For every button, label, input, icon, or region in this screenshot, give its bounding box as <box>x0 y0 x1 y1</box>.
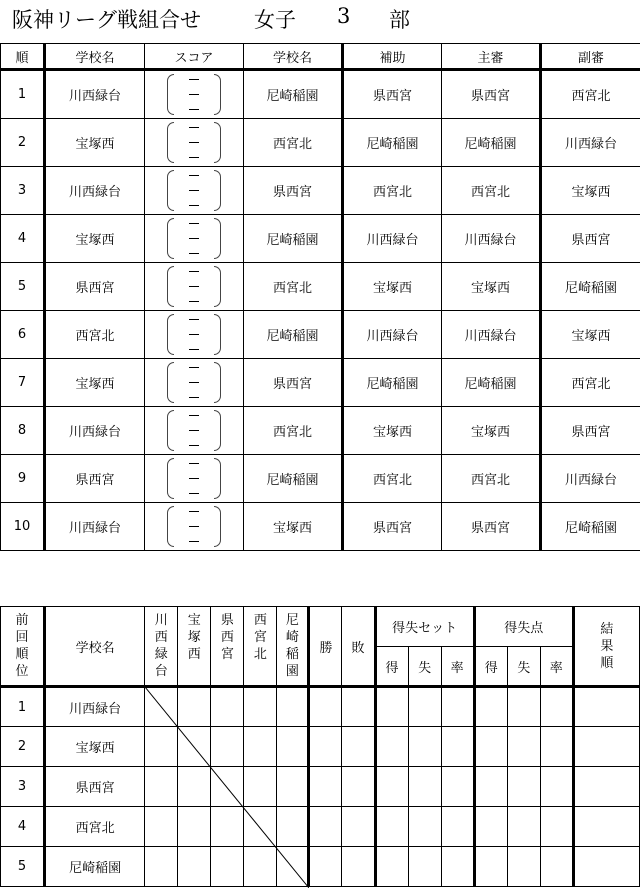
score-dash <box>189 367 199 368</box>
win-count[interactable] <box>309 727 342 767</box>
header-main-referee: 主審 <box>442 44 541 70</box>
previous-rank: 4 <box>1 807 45 847</box>
score-cell[interactable] <box>145 263 244 311</box>
score-dash <box>189 205 199 206</box>
final-rank[interactable] <box>573 767 639 807</box>
score-brackets <box>145 503 243 550</box>
header-school: 学校名 <box>45 607 145 687</box>
header-opponent-3 <box>211 607 244 687</box>
result-cell[interactable] <box>145 767 178 807</box>
set-gain[interactable] <box>375 687 408 727</box>
left-bracket <box>167 410 174 451</box>
loss-count[interactable] <box>342 807 375 847</box>
score-dash <box>189 349 199 350</box>
sub-referee-school: 県西宮 <box>541 407 640 455</box>
school-a: 川西緑台 <box>45 407 145 455</box>
point-gain[interactable] <box>474 807 507 847</box>
match-number: 3 <box>1 167 45 215</box>
set-rate[interactable] <box>441 847 474 887</box>
right-bracket <box>214 506 221 547</box>
main-referee-school: 県西宮 <box>442 70 541 119</box>
point-rate[interactable] <box>540 847 573 887</box>
sub-referee-school: 宝塚西 <box>541 167 640 215</box>
header-set-group: 得失セット <box>375 607 474 647</box>
header-point-gain: 得 <box>474 647 507 687</box>
right-bracket <box>214 218 221 259</box>
main-referee-school: 尼崎稲園 <box>442 359 541 407</box>
prev-rank-char: 前 <box>15 613 29 628</box>
score-dash <box>189 190 199 191</box>
prev-rank-char: 順 <box>15 647 29 662</box>
result-cell[interactable] <box>277 807 309 847</box>
standings-header-row-1 <box>1 607 640 647</box>
score-dash <box>189 157 199 158</box>
schedule-row <box>1 503 640 551</box>
standings-row <box>1 807 640 847</box>
left-bracket <box>167 362 174 403</box>
score-dash <box>189 127 199 128</box>
header-opponent-4 <box>244 607 277 687</box>
score-cell[interactable] <box>145 503 244 551</box>
loss-count[interactable] <box>342 687 375 727</box>
opponent-char: 園 <box>285 664 299 679</box>
header-set-gain: 得 <box>375 647 408 687</box>
schedule-row <box>1 215 640 263</box>
score-dash <box>189 463 199 464</box>
set-gain[interactable] <box>375 847 408 887</box>
score-dash <box>189 541 199 542</box>
main-referee-school: 川西緑台 <box>442 311 541 359</box>
result-char: 果 <box>600 638 614 654</box>
previous-rank: 3 <box>1 767 45 807</box>
score-brackets <box>145 407 243 454</box>
result-cell[interactable] <box>145 847 178 887</box>
opponent-char: 台 <box>154 664 168 679</box>
standings-school: 宝塚西 <box>45 727 145 767</box>
set-rate[interactable] <box>441 727 474 767</box>
header-opponent-1 <box>145 607 178 687</box>
set-lose[interactable] <box>408 727 441 767</box>
left-bracket <box>167 266 174 307</box>
score-dash <box>189 382 199 383</box>
schedule-row <box>1 263 640 311</box>
school-a: 川西緑台 <box>45 167 145 215</box>
right-bracket <box>214 362 221 403</box>
header-score: スコア <box>145 44 244 70</box>
standings-school: 西宮北 <box>45 807 145 847</box>
schedule-row <box>1 455 640 503</box>
point-lose[interactable] <box>507 727 540 767</box>
point-gain[interactable] <box>474 847 507 887</box>
opponent-char: 尼 <box>285 613 299 628</box>
match-number: 5 <box>1 263 45 311</box>
sub-referee-school: 宝塚西 <box>541 311 640 359</box>
opponent-char: 西 <box>154 630 168 645</box>
assist-school: 川西緑台 <box>343 215 442 263</box>
score-dash <box>189 397 199 398</box>
point-gain[interactable] <box>474 767 507 807</box>
result-cell[interactable] <box>178 687 211 727</box>
set-lose[interactable] <box>408 687 441 727</box>
match-number: 2 <box>1 119 45 167</box>
header-school-a: 学校名 <box>45 44 145 70</box>
score-dash <box>189 511 199 512</box>
header-win: 勝 <box>309 607 342 687</box>
schedule-row <box>1 119 640 167</box>
standings-school: 川西緑台 <box>45 687 145 727</box>
score-dash <box>189 253 199 254</box>
left-bracket <box>167 506 174 547</box>
main-referee-school: 西宮北 <box>442 167 541 215</box>
result-char: 順 <box>600 655 614 671</box>
score-dash <box>189 493 199 494</box>
header-result-rank <box>573 607 639 687</box>
score-cell[interactable] <box>145 70 244 119</box>
header-set-rate: 率 <box>441 647 474 687</box>
sub-referee-school: 西宮北 <box>541 359 640 407</box>
opponent-char: 県 <box>220 613 234 628</box>
right-bracket <box>214 266 221 307</box>
schedule-row <box>1 359 640 407</box>
result-cell[interactable] <box>277 687 309 727</box>
score-dash <box>189 301 199 302</box>
match-schedule-table <box>0 43 640 551</box>
sub-referee-school: 川西緑台 <box>541 119 640 167</box>
set-rate[interactable] <box>441 687 474 727</box>
main-referee-school: 宝塚西 <box>442 263 541 311</box>
result-cell[interactable] <box>277 727 309 767</box>
assist-school: 西宮北 <box>343 167 442 215</box>
left-bracket <box>167 74 174 115</box>
set-rate[interactable] <box>441 807 474 847</box>
result-cell[interactable] <box>211 767 244 807</box>
title-gender: 女子 <box>254 8 296 32</box>
right-bracket <box>214 410 221 451</box>
opponent-char: 塚 <box>187 630 201 645</box>
header-loss: 敗 <box>342 607 375 687</box>
opponent-char: 西 <box>187 647 201 662</box>
final-rank[interactable] <box>573 807 639 847</box>
score-dash <box>189 445 199 446</box>
standings-row <box>1 847 640 887</box>
score-dash <box>189 223 199 224</box>
result-cell[interactable] <box>244 847 277 887</box>
school-b: 尼崎稲園 <box>244 70 343 119</box>
opponent-char: 北 <box>253 647 267 662</box>
assist-school: 西宮北 <box>343 455 442 503</box>
point-lose[interactable] <box>507 847 540 887</box>
score-dash <box>189 286 199 287</box>
opponent-char: 緑 <box>154 647 168 662</box>
schedule-row <box>1 407 640 455</box>
header-assist: 補助 <box>343 44 442 70</box>
school-b: 尼崎稲園 <box>244 455 343 503</box>
right-bracket <box>214 458 221 499</box>
school-b: 県西宮 <box>244 167 343 215</box>
assist-school: 宝塚西 <box>343 263 442 311</box>
loss-count[interactable] <box>342 847 375 887</box>
school-b: 宝塚西 <box>244 503 343 551</box>
score-dash <box>189 142 199 143</box>
score-dash <box>189 478 199 479</box>
match-number: 8 <box>1 407 45 455</box>
sub-referee-school: 西宮北 <box>541 70 640 119</box>
win-count[interactable] <box>309 807 342 847</box>
point-rate[interactable] <box>540 687 573 727</box>
match-number: 1 <box>1 70 45 119</box>
score-brackets <box>145 167 243 214</box>
sub-referee-school: 尼崎稲園 <box>541 503 640 551</box>
final-rank[interactable] <box>573 727 639 767</box>
school-a: 県西宮 <box>45 263 145 311</box>
previous-rank: 1 <box>1 687 45 727</box>
result-cell[interactable] <box>211 807 244 847</box>
previous-rank: 5 <box>1 847 45 887</box>
header-order: 順 <box>1 44 45 70</box>
match-number: 9 <box>1 455 45 503</box>
header-opponent-2 <box>178 607 211 687</box>
match-number: 6 <box>1 311 45 359</box>
result-cell[interactable] <box>178 847 211 887</box>
standings-row <box>1 687 640 727</box>
opponent-char: 川 <box>154 613 168 628</box>
score-brackets <box>145 71 243 118</box>
sub-referee-school: 県西宮 <box>541 215 640 263</box>
set-gain[interactable] <box>375 807 408 847</box>
school-b: 尼崎稲園 <box>244 311 343 359</box>
point-lose[interactable] <box>507 807 540 847</box>
final-rank[interactable] <box>573 847 639 887</box>
set-lose[interactable] <box>408 807 441 847</box>
result-cell[interactable] <box>244 807 277 847</box>
point-rate[interactable] <box>540 727 573 767</box>
school-a: 宝塚西 <box>45 119 145 167</box>
left-bracket <box>167 122 174 163</box>
standings-school: 県西宮 <box>45 767 145 807</box>
school-a: 宝塚西 <box>45 215 145 263</box>
point-gain[interactable] <box>474 687 507 727</box>
match-number: 4 <box>1 215 45 263</box>
set-lose[interactable] <box>408 767 441 807</box>
set-rate[interactable] <box>441 767 474 807</box>
score-cell[interactable] <box>145 311 244 359</box>
main-referee-school: 川西緑台 <box>442 215 541 263</box>
header-point-group: 得失点 <box>474 607 573 647</box>
assist-school: 県西宮 <box>343 503 442 551</box>
header-set-lose: 失 <box>408 647 441 687</box>
school-b: 西宮北 <box>244 263 343 311</box>
score-brackets <box>145 215 243 262</box>
school-b: 西宮北 <box>244 407 343 455</box>
prev-rank-char: 位 <box>15 664 29 679</box>
result-cell[interactable] <box>145 687 178 727</box>
point-gain[interactable] <box>474 727 507 767</box>
left-bracket <box>167 218 174 259</box>
main-referee-school: 西宮北 <box>442 455 541 503</box>
score-dash <box>189 79 199 80</box>
right-bracket <box>214 170 221 211</box>
point-lose[interactable] <box>507 767 540 807</box>
win-count[interactable] <box>309 687 342 727</box>
point-rate[interactable] <box>540 767 573 807</box>
result-cell[interactable] <box>244 687 277 727</box>
main-referee-school: 宝塚西 <box>442 407 541 455</box>
opponent-char: 西 <box>220 630 234 645</box>
win-count[interactable] <box>309 847 342 887</box>
title-division-number: 3 <box>337 4 351 28</box>
title-division-suffix: 部 <box>389 8 410 32</box>
opponent-char: 宮 <box>220 647 234 662</box>
opponent-char: 宝 <box>187 613 201 628</box>
prev-rank-char: 回 <box>15 630 29 645</box>
title-main: 阪神リーグ戦組合せ <box>12 8 201 32</box>
school-a: 西宮北 <box>45 311 145 359</box>
score-cell[interactable] <box>145 119 244 167</box>
main-referee-school: 尼崎稲園 <box>442 119 541 167</box>
schedule-row <box>1 311 640 359</box>
opponent-char: 西 <box>253 613 267 628</box>
opponent-char: 崎 <box>285 630 299 645</box>
opponent-char: 宮 <box>253 630 267 645</box>
right-bracket <box>214 74 221 115</box>
standings-school: 尼崎稲園 <box>45 847 145 887</box>
result-cell[interactable] <box>178 727 211 767</box>
result-cell[interactable] <box>211 847 244 887</box>
score-dash <box>189 271 199 272</box>
main-referee-school: 県西宮 <box>442 503 541 551</box>
score-dash <box>189 526 199 527</box>
loss-count[interactable] <box>342 727 375 767</box>
school-a: 川西緑台 <box>45 70 145 119</box>
left-bracket <box>167 458 174 499</box>
score-cell[interactable] <box>145 167 244 215</box>
previous-rank: 2 <box>1 727 45 767</box>
opponent-char: 稲 <box>285 647 299 662</box>
result-char: 結 <box>600 621 614 637</box>
school-a: 宝塚西 <box>45 359 145 407</box>
point-rate[interactable] <box>540 807 573 847</box>
header-school-b: 学校名 <box>244 44 343 70</box>
standings-row <box>1 767 640 807</box>
result-cell[interactable] <box>145 727 178 767</box>
score-dash <box>189 430 199 431</box>
win-count[interactable] <box>309 767 342 807</box>
schedule-row <box>1 167 640 215</box>
result-cell[interactable] <box>211 727 244 767</box>
assist-school: 尼崎稲園 <box>343 359 442 407</box>
score-cell[interactable] <box>145 215 244 263</box>
result-cell[interactable] <box>211 687 244 727</box>
point-lose[interactable] <box>507 687 540 727</box>
right-bracket <box>214 122 221 163</box>
score-dash <box>189 94 199 95</box>
result-cell[interactable] <box>244 727 277 767</box>
left-bracket <box>167 314 174 355</box>
score-dash <box>189 415 199 416</box>
set-gain[interactable] <box>375 767 408 807</box>
assist-school: 尼崎稲園 <box>343 119 442 167</box>
set-gain[interactable] <box>375 727 408 767</box>
result-cell[interactable] <box>277 847 309 887</box>
schedule-row <box>1 70 640 119</box>
score-dash <box>189 319 199 320</box>
result-cell[interactable] <box>145 807 178 847</box>
school-b: 西宮北 <box>244 119 343 167</box>
score-brackets <box>145 119 243 166</box>
assist-school: 宝塚西 <box>343 407 442 455</box>
score-cell[interactable] <box>145 359 244 407</box>
school-b: 県西宮 <box>244 359 343 407</box>
score-dash <box>189 334 199 335</box>
result-cell[interactable] <box>178 807 211 847</box>
score-brackets <box>145 263 243 310</box>
score-cell[interactable] <box>145 455 244 503</box>
score-cell[interactable] <box>145 407 244 455</box>
result-cell[interactable] <box>178 767 211 807</box>
score-brackets <box>145 455 243 502</box>
score-brackets <box>145 359 243 406</box>
score-dash <box>189 109 199 110</box>
header-sub-referee: 副審 <box>541 44 640 70</box>
score-brackets <box>145 311 243 358</box>
header-point-lose: 失 <box>507 647 540 687</box>
result-cell[interactable] <box>277 767 309 807</box>
match-number: 10 <box>1 503 45 551</box>
assist-school: 県西宮 <box>343 70 442 119</box>
school-a: 川西緑台 <box>45 503 145 551</box>
assist-school: 川西緑台 <box>343 311 442 359</box>
result-cell[interactable] <box>244 767 277 807</box>
schedule-header-row <box>1 44 640 70</box>
header-opponent-5 <box>277 607 309 687</box>
school-b: 尼崎稲園 <box>244 215 343 263</box>
header-prev-rank <box>1 607 45 687</box>
header-point-rate: 率 <box>540 647 573 687</box>
score-dash <box>189 238 199 239</box>
sub-referee-school: 尼崎稲園 <box>541 263 640 311</box>
school-a: 県西宮 <box>45 455 145 503</box>
left-bracket <box>167 170 174 211</box>
loss-count[interactable] <box>342 767 375 807</box>
standings-table <box>0 606 640 887</box>
score-dash <box>189 175 199 176</box>
right-bracket <box>214 314 221 355</box>
final-rank[interactable] <box>573 687 639 727</box>
standings-row <box>1 727 640 767</box>
sub-referee-school: 川西緑台 <box>541 455 640 503</box>
match-number: 7 <box>1 359 45 407</box>
set-lose[interactable] <box>408 847 441 887</box>
